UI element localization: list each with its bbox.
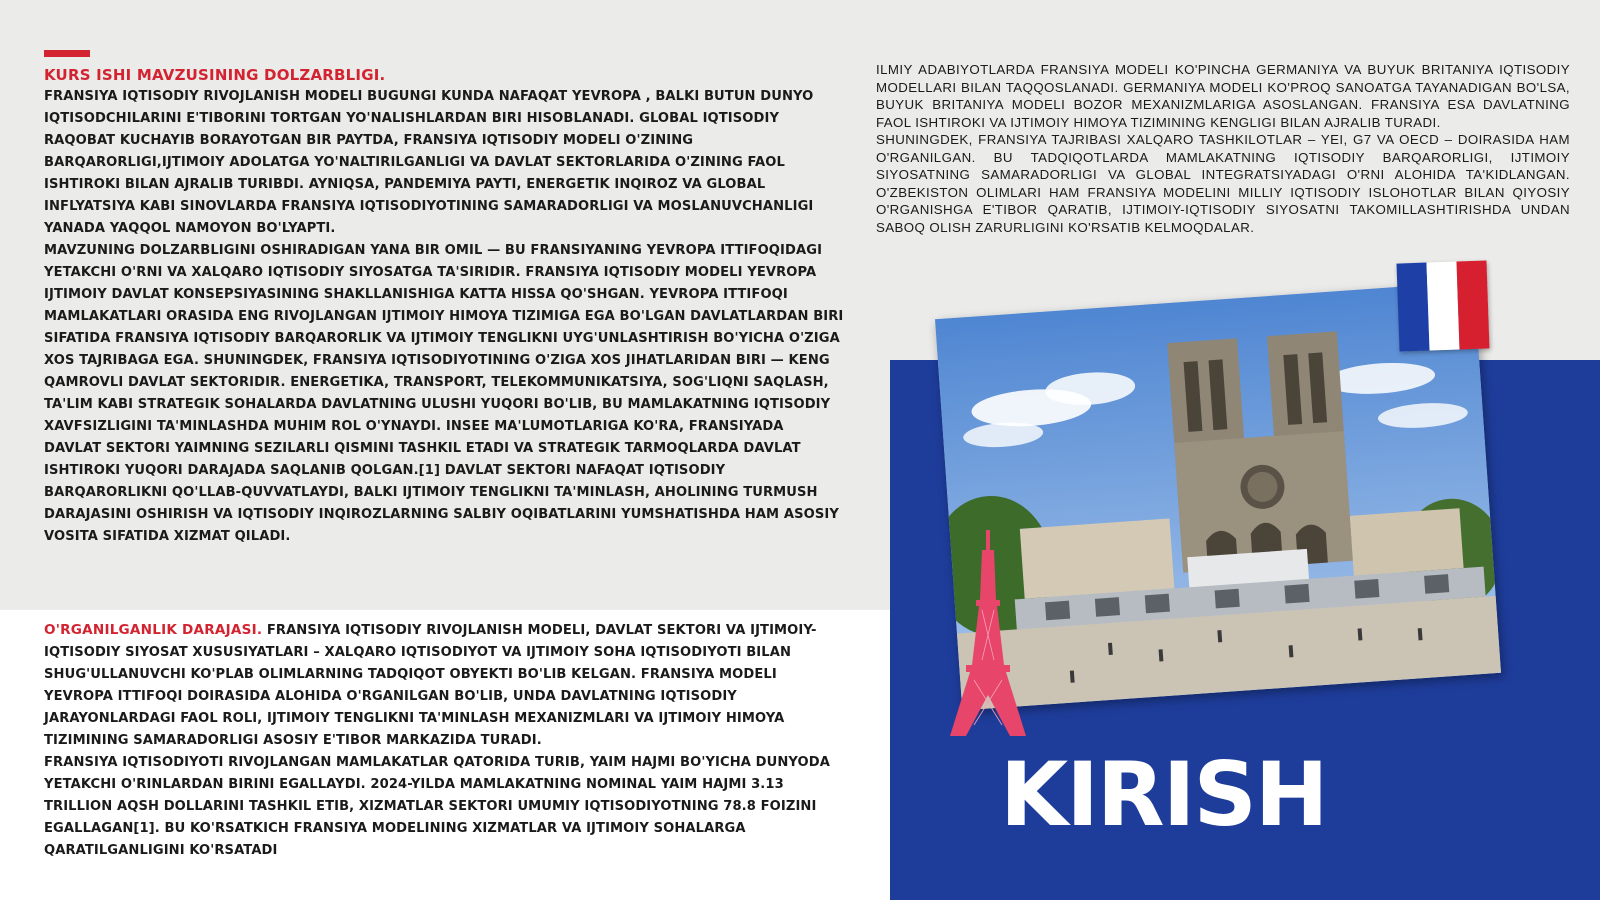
flag-white-stripe: [1426, 262, 1459, 351]
flag-red-stripe: [1456, 260, 1489, 349]
study-level-heading: O'RGANILGANLIK DARAJASI.: [44, 622, 263, 638]
accent-bar: [44, 50, 90, 57]
study-level-intro: FRANSIYA IQTISODIY RIVOJLANISH MODELI, DAVLAT SEKTORI VA IJTIMOIY-IQTISODIY SIYOSAT XUSUSIYATLARI – XALQARO IQTISODIYOT VA IJTIMOIY SOHA IQTISODIYOTI BILAN SHUG'ULLANUVCHI KO'PLAB OLIMLARNING TADQIQOT OBYEKTI BO'LIB KELGAN. FRANSIYA MODELI YEVROPA ITTIFOQI DOIRASIDA ALOHIDA O'RGANILGAN BO'LIB, UNDA DAVLATNING IQTISODIY JARAYONLARDAGI FAOL ROLI, IJTIMOIY TENGLIKNI TA'MINLASH MEXANIZMLARI VA IJTIMOIY HIMOYA TIZIMINING SAMARADORLIGI ASOSIY E'TIBOR MARKAZIDA TURADI.: [44, 623, 817, 748]
relevance-section: [44, 64, 844, 548]
literature-paragraph-2: SHUNINGDEK, FRANSIYA TAJRIBASI XALQARO TASHKILOTLAR – YEI, G7 VA OECD – DOIRASIDA HAM O'RGANILGAN. BU TADQIQOTLARDA MAMLAKATNING IQTISODIY BARQARORLIGI, IJTIMOIY SIYOSATNING SAMARADORLIGI VA GLOBAL INTEGRATSIYADAGI O'RNI ALOHIDA TA'KIDLANGAN. O'ZBEKISTON OLIMLARI HAM FRANSIYA MODELINI MILLIY IQTISODIY ISLOHOTLAR BILAN QIYOSIY O'RGANISHGA E'TIBOR QARATIB, IJTIMOIY-IQTISODIY SIYOSATNI TAKOMILLASHTIRISHDA UNDAN SABOQ OLISH ZARURLIGINI KO'RSATIB KELMOQDALAR.: [876, 132, 1570, 235]
relevance-heading: KURS ISHI MAVZUSINING DOLZARBLIGI.: [44, 66, 386, 84]
study-level-paragraph-1: [44, 619, 844, 752]
relevance-paragraph-2: MAVZUNING DOLZARBLIGINI OSHIRADIGAN YANA BIR OMIL — BU FRANSIYANING YEVROPA ITTIFOQIDAGI YETAKCHI O'RNI VA XALQARO IQTISODIY SIYOSATGA TA'SIRIDIR. FRANSIYA IQTISODIY MODELI YEVROPA IJTIMOIY DAVLAT KONSEPSIYASINING SHAKLLANISHIGA KATTA HISSA QO'SHGAN. YEVROPA ITTIFOQI MAMLAKATLARI ORASIDA ENG RIVOJLANGAN IJTIMOIY HIMOYA TIZIMIGA EGA BO'LGAN DAVLATLARDAN BIRI SIFATIDA FRANSIYA IQTISODIY BARQARORLIK VA IJTIMOIY TENGLIKNI UYG'UNLASHTIRISH BO'YICHA O'ZIGA XOS TAJRIBAGA EGA. SHUNINGDEK, FRANSIYA IQTISODIYOTINING O'ZIGA XOS JIHATLARIDAN BIRI — KENG QAMROVLI DAVLAT SEKTORIDIR. ENERGETIKA, TRANSPORT, TELEKOMMUNIKATSIYA, SOG'LIQNI SAQLASH, TA'LIM KABI STRATEGIK SOHALARDA DAVLATNING ULUSHI YUQORI BO'LIB, BU MAMLAKATNING IQTISODIY XAVFSIZLIGINI TA'MINLASHDA MUHIM ROL O'YNAYDI. INSEE MA'LUMOTLARIGA KO'RA, FRANSIYADA DAVLAT SEKTORI YAIMNING SEZILARLI QISMINI TASHKIL ETADI VA STRATEGIK TARMOQLARDA DAVLAT ISHTIROKI YUQORI DARAJADA SAQLANIB QOLGAN.[1] DAVLAT SEKTORI NAFAQAT IQTISODIY BARQARORLIKNI QO'LLAB-QUVVATLAYDI, BALKI IJTIMOIY TENGLIKNI TA'MINLASH, AHOLINING TURMUSH DARAJASINI OSHIRISH VA IQTISODIY INQIROZLARNING SALBIY OQIBATLARINI YUMSHATISHDA HAM ASOSIY VOSITA SIFATIDA XIZMAT QILADI.: [44, 243, 844, 544]
study-level-section: [44, 619, 844, 862]
relevance-body: [44, 86, 844, 548]
literature-section: [876, 61, 1570, 236]
page-title: KIRISH: [1000, 743, 1327, 846]
literature-paragraph-1: ILMIY ADABIYOTLARDA FRANSIYA MODELI KO'PINCHA GERMANIYA VA BUYUK BRITANIYA IQTISODIY MODELLARI BILAN TAQQOSLANADI. GERMANIYA MODELI KO'PROQ SANOATGA TAYANADIGAN BO'LSA, BUYUK BRITANIYA MODELI BOZOR MEXANIZMLARIGA ASOSLANGAN. FRANSIYA ESA DAVLATNING FAOL ISHTIROKI VA IJTIMOIY HIMOYA TIZIMINING KENGLIGI BILAN AJRALIB TURADI.: [876, 62, 1570, 130]
flag-blue-stripe: [1396, 263, 1429, 352]
study-level-paragraph-2: FRANSIYA IQTISODIYOTI RIVOJLANGAN MAMLAKATLAR QATORIDA TURIB, YAIM HAJMI BO'YICHA DUNYODA YETAKCHI O'RINLARDAN BIRINI EGALLAYDI. 2024-YILDA MAMLAKATNING NOMINAL YAIM HAJMI 3.13 TRILLION AQSH DOLLARINI TASHKIL ETIB, XIZMATLAR SEKTORI UMUMIY IQTISODIYOTNING 78.8 FOIZINI EGALLAGAN[1]. BU KO'RSATKICH FRANSIYA MODELINING XIZMATLAR VA IJTIMOIY SOHALARGA QARATILGANLIGINI KO'RSATADI: [44, 755, 830, 858]
france-flag-icon: [1396, 260, 1489, 351]
relevance-paragraph-1: FRANSIYA IQTISODIY RIVOJLANISH MODELI BUGUNGI KUNDA NAFAQAT YEVROPA , BALKI BUTUN DUNYO IQTISODCHILARINI E'TIBORINI TORTGAN YO'NALISHLARDAN BIRI HISOBLANADI. GLOBAL IQTISODIY RAQOBAT KUCHAYIB BORAYOTGAN BIR PAYTDA, FRANSIYA IQTISODIY MODELI O'ZINING BARQARORLIGI,IJTIMOIY ADOLATGA YO'NALTIRILGANLIGI VA DAVLAT SEKTORLARIDA O'ZINING FAOL ISHTIROKI BILAN AJRALIB TURIBDI. AYNIQSA, PANDEMIYA PAYTI, ENERGETIK INQIROZ VA GLOBAL INFLYATSIYA KABI SINOVLARDA FRANSIYA IQTISODIYOTINING SAMARADORLIGI VA MOSLANUVCHANLIGI YANADA YAQQOL NAMOYON BO'LYAPTI.: [44, 89, 814, 236]
eiffel-tower-icon: [948, 530, 1028, 736]
